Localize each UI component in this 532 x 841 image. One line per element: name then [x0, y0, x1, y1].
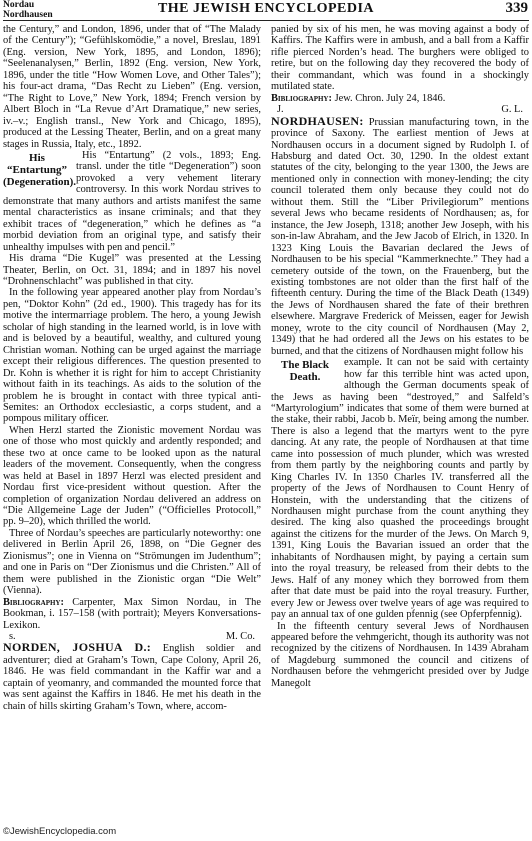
copyright-credit: ©JewishEncyclopedia.com — [3, 826, 117, 837]
norden-bibliography — [271, 93, 529, 104]
zionism-paragraph: When Herzl started the Zionistic movement Nordau was one of those who most quickly and ardently responded; and these two at once came to be looked upon as the natural leaders of the movement. Consequently, when the congress was held at Basel in 1897 Herzl was elected president and Nordau first vice-president without question. After the completion of organization Nordau delivered an address on “Die Allgemeine Lage der Juden” (“Officielles Protocoll,” pp. 9–20), which thrilled the world. — [3, 424, 261, 528]
sidenote-entartung: His “Entartung” (Degeneration). — [3, 151, 77, 188]
page-number: 339 — [505, 0, 528, 16]
guide-word-bottom: Nordhausen — [3, 10, 53, 20]
norden-text: English soldier and adventurer; died at Graham’s Town, Cape Colony, April 26, 1846. He was field commandant in the Kaffir war and a captain of yeomanry, and commanded the mounted force that was sent against the Kaffirs in 1846. He met his death in the chain of hills skirting Graham’s Town, where, accom- — [3, 643, 261, 712]
signature-author: G. L. — [501, 104, 523, 116]
nordhausen-headword: NORDHAUSEN: — [271, 113, 364, 128]
running-title: THE JEWISH ENCYCLOPEDIA — [157, 1, 375, 16]
right-column — [271, 24, 529, 689]
signature-author: M. Co. — [225, 631, 255, 643]
page-header — [0, 0, 532, 22]
kugel-paragraph: His drama “Die Kugel” was presented at the Lessing Theater, Berlin, on Oct. 31, 1894; and in 1897 his novel “Drohnenschlacht” was published in that city. — [3, 253, 261, 287]
header-rule — [3, 20, 529, 21]
nordhausen-text: Prussian manufacturing town, in the province of Saxony. The earliest mention of Jews at Nordhausen occurs in a document signed by Rudolph I. of Habsburg and dated Oct. 30, 1290. In the oldest extant statutes of the city, belonging to the year 1300, the Jews are mentioned only in connection with money-lending; the city council tolerated them only because they could not do without them. Still the “Liber Privilegiorum” mentions several Jews who became residents of Nordhausen; as, for instance, the Jew Joseph, 1318; another Jew Joseph, with his son-in-law Abraham, and the Jew Jacob of Elrich, in 1320. In 1323 King Louis the Bavarian declared the Jews of Nordhausen to be his special “Kammerknechte.” They had a cemetery outside of the town, on the Frauenberg, but the existing tombstones are not older than the first half of the fifteenth century. During the time of the Black Death (1349) the Jews of Nordhausen shared the fate of their brethren elsewhere. Margrave Frederick of Meissen, eager for Jewish money, wrote to the city council of Nordhausen (May 2, 1349) that he had ordered all the Jews on his estates to be burned, and that the citizens of Nordhausen might follow his — [271, 116, 529, 357]
nordhausen-entry — [271, 113, 529, 358]
norden-headword: NORDEN, JOSHUA D.: — [3, 640, 152, 655]
vehmgericht-paragraph: In the fifteenth century several Jews of Nordhausen appeared before the vehmgericht, though its authority was not recognized by the citizens of Nordhausen. In 1439 Abraham of Magdeburg summoned the council and citizens of Nordhausen before the vehmgericht presided over by Judge Manegolt — [271, 620, 529, 689]
black-death-paragraph: example. It can not be said with certainty how far this terrible hint was acted upon, although the German documents speak of the Jews as having been “destroyed,” and Salfeld’s “Martyrologium” indicates that some of them were burned at the stake, their rabbi, Jacob b. Meïr, being among the number. There is also a legend that the martyrs went to the pyre dancing. At any rate, the people of Nordhausen at that time came into possession of much plunder, which was wrested from them partly by the neighboring counts and partly by King Charles IV. In 1350 Charles IV. transferred all the property of the Jews of Nordhausen to Count Henry of Honstein, with the understanding that the citizens of Nordhausen might purchase from the count anything they desired. The king also quashed the proceedings brought against the citizens for the murder of the Jews. On March 9, 1391, King Louis the Bavarian issued an order that the inhabitants of Nordhausen might, by paying a certain sum into the royal treasury, be released from their debts to the Jews. Half of any money which they borrowed from them after that date must be paid into the royal treasury. Further, every Jew or Jewess over twelve years of age was required to pay an annual tax of one gulden pfennig (see Opferpfennig). — [271, 357, 529, 621]
entartung-paragraph: His “Entartung” (2 vols., 1893; Eng. transl. under the title “Degeneration”) soon provoked a very vehement literary controversy. In this work Nordau strives to demonstrate that many authors and artists manifest the same mental characteristics as insane criminals; and that they exhibit traces of “degeneration,” which he defines as “a morbid deviation from an original type, and satisfy their unhealthy impulses with pen and pencil.” — [3, 149, 261, 253]
signature-initial: J. — [277, 104, 284, 116]
nordau-bibliography — [3, 597, 261, 631]
norden-entry — [3, 642, 261, 712]
bibliography-text: Jew. Chron. July 24, 1846. — [334, 92, 446, 104]
guide-word-top: Nordau — [3, 0, 35, 10]
bibliography-label: Bibliography: — [3, 596, 64, 608]
nordau-works-paragraph: the Century,” and London, 1896, under that of “The Malady of the Century”); “Gefühlskomödie,” a novel, Breslau, 1891 (Eng. version, New York, 1895, and London, 1896); “Seelenanalysen,” Berlin, 1892 (Eng. version, New York, 1896, under the title “How Women Love, and Other Tales”); his four-act drama, “Das Recht zu Lieben” (Eng. version, “The Right to Love,” New York, 1894; French version by Albert Bloch in “La Revue d’Art Dramatique,” new series, iv.–v.; English transl., New York and Chicago, 1895), produced at the Lessing Theater, Berlin, and on a great many stages in Russia, Italy, etc., 1892. — [3, 24, 261, 150]
norden-continuation: panied by six of his men, he was moving against a body of Kaffirs. The Kaffirs were in ambush, and a ball from a Kaffir rifle pierced Norden’s head. The burghers were obliged to retire, but on the following day they recovered the body of their commandant, which was found in a shockingly mutilated state. — [271, 24, 529, 93]
sidenote-black-death: The Black Death. — [281, 359, 329, 384]
bibliography-label: Bibliography: — [271, 92, 332, 104]
doktor-kohn-paragraph: In the following year appeared another play from Nordau’s pen, “Doktor Kohn” (2d ed., 1900). This tragedy has for its motive the intermarriage problem. The hero, a young Jewish scholar of high standing in the learned world, is in love with and is beloved by a beautiful, wealthy, and cultured young Christian woman. Nothing can be urged against the marriage except their religious differences. The question presented to Dr. Kohn is whether it is right for him to accept Christianity without faith in its teachings. As aids to the solution of the problem he is brought in contact with three typical anti-Semites: an Orthodox ecclesiastic, a corps student, and a pompous military officer. — [3, 287, 261, 425]
left-column — [3, 24, 261, 712]
speeches-paragraph: Three of Nordau’s speeches are particularly noteworthy: one delivered in Berlin April 26, 1898, on “Die Gegner des Zionismus”; one in Vienna on “Strömungen im Judenthum”; and one in Paris on “Der Zionismus und die Christen.” All of them were published in the Zionistic organ “Die Welt” (Vienna). — [3, 527, 261, 597]
bibliography-text: Carpenter, Max Simon Nordau, in The Bookman, i. 157–158 (with portrait); Meyers Konversations-Lexikon. — [3, 596, 261, 631]
signature-initial: s. — [9, 631, 16, 643]
